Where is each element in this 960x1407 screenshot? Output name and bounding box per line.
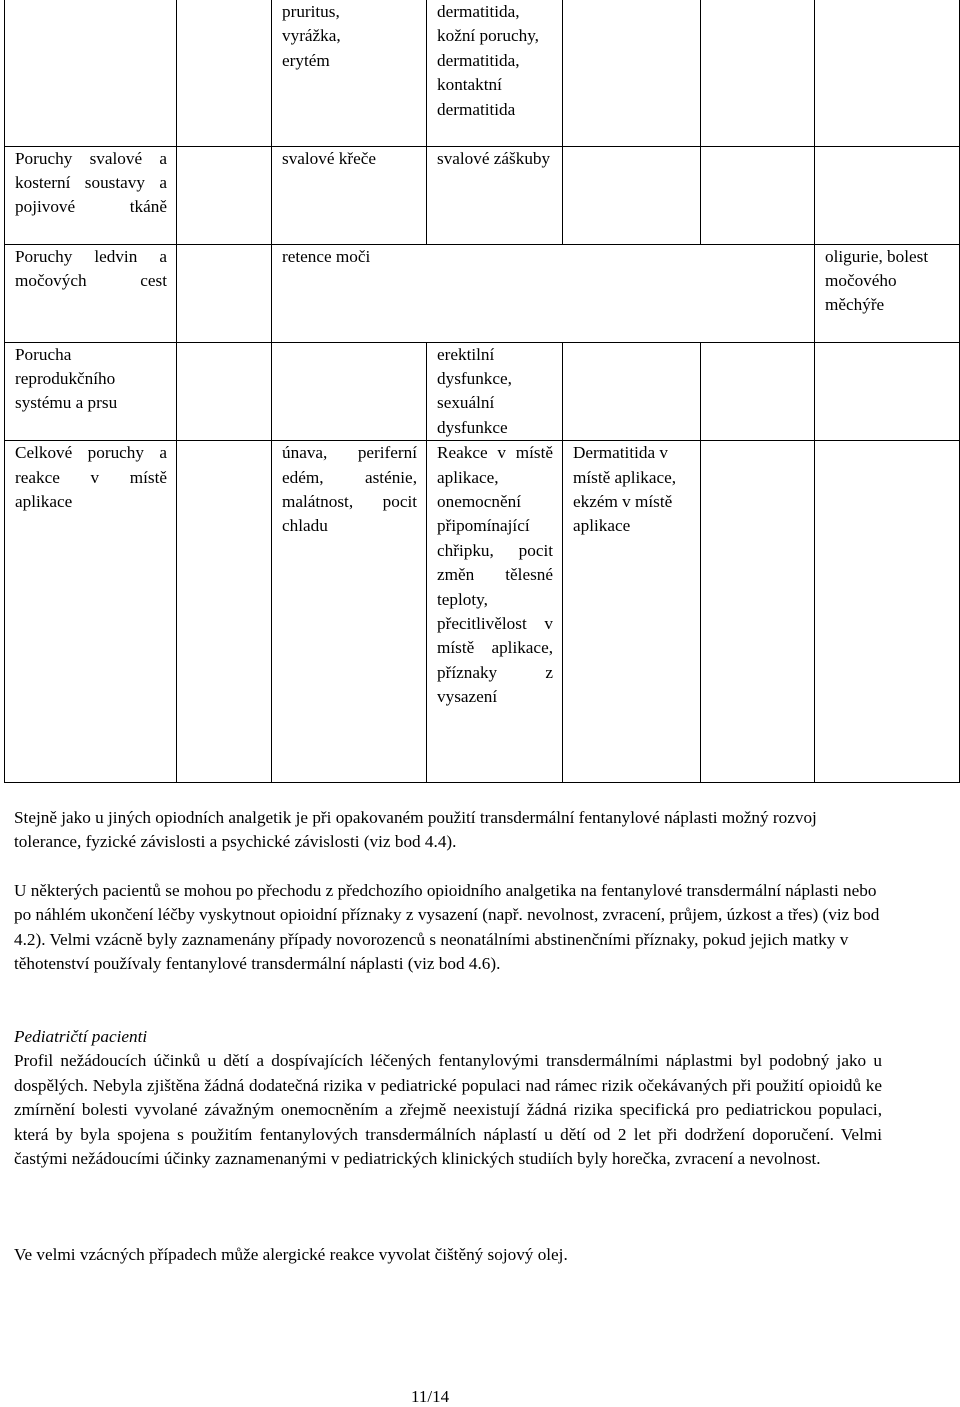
table-cell-category xyxy=(5,0,177,146)
table-cell-rare xyxy=(563,244,701,342)
table-cell-common: svalové křeče xyxy=(272,146,427,244)
table-cell-empty xyxy=(815,441,960,783)
withdrawal-paragraph xyxy=(14,879,882,977)
table-cell-category: Celkové poruchy a reakce v místě aplikace xyxy=(5,441,177,783)
table-cell-very-common xyxy=(177,342,272,441)
table-cell-very-common xyxy=(177,244,272,342)
table-cell-common: pruritus, vyrážka, erytém xyxy=(272,0,427,146)
table-cell-category: Poruchy ledvin a močových cest xyxy=(5,244,177,342)
soy-oil-paragraph xyxy=(14,1243,882,1267)
table-cell-empty xyxy=(701,244,815,342)
table-cell-empty xyxy=(815,342,960,441)
page-number: 11/14 xyxy=(411,1387,450,1406)
table-cell-rare xyxy=(563,146,701,244)
table-cell-very-common xyxy=(177,0,272,146)
paragraph-withdrawal: U některých pacientů se mohou po přechodu z předchozího opioidního analgetika na fentanylové transdermální náplasti nebo po náhlém ukončení léčby vyskytnout opioidní příznaky z vysazení (např. nevolnost, zvracení, průjem, úzkost a třes) (viz bod 4.2). Velmi vzácně byly zaznamenány případy novorozenců s neonatálními abstinenčními příznaky, pokud jejich matky v těhotenství používaly fentanylové transdermální náplasti (viz bod 4.6). xyxy=(14,881,880,974)
table-cell-uncommon: svalové záškuby xyxy=(427,146,563,244)
table-row xyxy=(5,0,960,146)
table-row xyxy=(5,342,960,441)
table-cell-very-rare xyxy=(701,342,815,441)
table-cell-empty xyxy=(815,0,960,146)
table-cell-very-common xyxy=(177,441,272,783)
paragraph-soy-oil: Ve velmi vzácných případech může alergické reakce vyvolat čištěný sojový olej. xyxy=(14,1245,568,1264)
table-cell-rare xyxy=(563,342,701,441)
table-cell-empty xyxy=(815,146,960,244)
table-cell-common: retence moči xyxy=(272,244,563,342)
table-cell-very-common xyxy=(177,146,272,244)
table-row xyxy=(5,146,960,244)
table-cell-common xyxy=(272,342,427,441)
table-cell-uncommon: Reakce v místě aplikace, onemocnění připomínající chřipku, pocit změn tělesné teploty, přecitlivělost v místě aplikace, příznaky z vysazení xyxy=(427,441,563,783)
table-cell-category: Porucha reprodukčního systému a prsu xyxy=(5,342,177,441)
table-cell-very-rare xyxy=(701,441,815,783)
table-cell-common: únava, periferní edém, asténie, malátnost, pocit chladu xyxy=(272,441,427,783)
table-row xyxy=(5,441,960,783)
paragraph-pediatric: Profil nežádoucích účinků u dětí a dospívajících léčených fentanylovými transdermálními náplastmi byl podobný jako u dospělých. Nebyla zjištěna žádná dodatečná rizika v pediatrické populaci nad rámec rizik očekávaných při použití opioidů ke zmírnění bolesti vyvolané závažným onemocněním a zřejmě neexistují žádná rizika specifická pro pediatrickou populaci, která by byla spojena s použitím fentanylových transdermálních náplastí u dětí od 2 let při dodržení doporučení. Velmi častými nežádoucími účinky zaznamenanými v pediatrických klinických studiích byly horečka, zvracení a nevolnost. xyxy=(14,1051,882,1169)
table-cell-very-rare xyxy=(701,0,815,146)
table-cell-very-rare: oligurie, bolest močového měchýře xyxy=(815,244,960,342)
pediatric-section xyxy=(14,1025,882,1171)
section-heading: Pediatričtí pacienti xyxy=(14,1027,148,1046)
adverse-effects-table xyxy=(4,0,960,783)
table-cell-uncommon: dermatitida, kožní poruchy, dermatitida, kontaktní dermatitida xyxy=(427,0,563,146)
table-cell-uncommon: erektilní dysfunkce, sexuální dysfunkce xyxy=(427,342,563,441)
table-row xyxy=(5,244,960,342)
paragraph-tolerance: Stejně jako u jiných opiodních analgetik je při opakovaném použití transdermální fentanylové náplasti možný rozvoj tolerance, fyzické závislosti a psychické závislosti (viz bod 4.4). xyxy=(14,808,817,852)
table-cell-rare: Dermatitida v místě aplikace, ekzém v místě aplikace xyxy=(563,441,701,783)
table-cell-very-rare xyxy=(701,146,815,244)
tolerance-paragraph xyxy=(14,806,882,855)
table-cell-rare xyxy=(563,0,701,146)
table-cell-category: Poruchy svalové a kosterní soustavy a pojivové tkáně xyxy=(5,146,177,244)
